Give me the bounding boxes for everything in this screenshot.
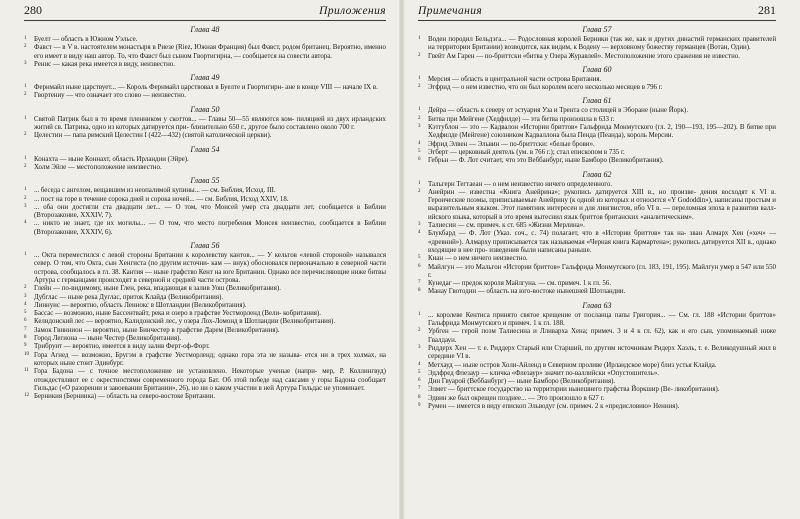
footnote-line: Глейн — по-видимому, ныне Глен, река, впадающая в залив Уош (Великобритания). [34,285,281,293]
footnote-line: зван Алмарх Хен («хеч» — «древний»). Алмарху приписывается так называемая [428,230,776,246]
footnote-text [34,84,386,92]
footnote-text [428,53,776,61]
footnote-line: мер, Р. Коллингвуд) отождествляют ее с окрестностями современного города Бат. [34,368,386,384]
footnote-number: 4 [24,301,27,307]
footnote [418,362,776,370]
footnote-line: Бассас — возможно, ныне Бассентвайт, река и озеро в графстве Уестморленд (Вели- [34,310,282,318]
footnote [418,157,776,165]
footnote [24,368,386,393]
footnote-number: 1 [418,311,421,317]
footnote-number: 1 [418,180,421,186]
page-header [24,3,386,21]
footnote-number: 2 [24,285,27,291]
footnote-line: Блукбард — Ф. Лот (Указ. соч., с. 74) полагает, что в «Истории бриттов» так на- [428,230,687,238]
footnote-line: «аналитическим». [640,213,694,221]
footnote-text [34,335,386,343]
footnote-text [34,36,386,44]
footnote-number: 1 [24,155,27,161]
footnote [418,386,776,394]
footnote-line: 18. [279,195,289,203]
footnote-line: Воден породил Бельдэга... — Родословная королей Берники (так же, как и других [428,36,675,43]
footnote [418,116,776,124]
footnote-number: 1 [418,36,421,41]
footnote-line: Румен — имеется в виду епископ Эльводуг (см. примеч. 2 к «предисловию» [428,402,652,410]
footnote-line: кам — внук) обосновался первоначально в северной части острова, сообщалось [34,260,386,276]
notes-body [24,25,386,401]
footnote-text [34,220,386,237]
footnote-line: Анейрин — известна «Книга Анейрина»; рукопись датируется XIII в., но произве- [428,188,696,196]
running-title: Приложения [319,5,386,17]
footnote-number: 3 [418,344,421,350]
footnote-line: Йорк). [668,107,688,115]
chapter-heading: Глава 63 [582,300,612,310]
footnote-line: Кунедаг — предок короля Майлгуна. — см. примеч. 1 к гл. 56. [428,280,612,288]
footnote-line: Эгфрид — о нем известно, что он был королем всего несколько месяцев в 796 г. [428,84,663,92]
notes-body [418,25,776,411]
footnote-line: Тальгерн Тегтаеан — о нем неизвестно ничего определенного. [428,180,613,188]
footnote-text [34,61,386,69]
footnote-number: 6 [24,318,27,324]
footnote-line: ниже битвы Артура с германцами происходят в северной и средней части острова. [34,268,387,284]
footnote-text [428,362,776,370]
footnote-text [428,386,776,394]
footnote-number: 1 [418,107,421,113]
footnote-text [428,36,776,53]
footnote-number: 8 [24,335,27,341]
footnote-number: 7 [418,386,421,392]
page-header [418,3,776,21]
footnote [418,124,776,141]
footnote-number: 2 [24,195,27,201]
footnote-number: 6 [418,157,421,163]
footnote-text [34,343,386,351]
footnote-text [34,116,386,133]
footnote [24,116,386,133]
footnote-line: Трибруит — вероятно, имеется в виду залив Ферт-оф-Форт. [34,343,210,351]
footnote-line: Киан — о нем ничего неизвестно. [428,255,528,263]
page-number: 281 [758,3,776,17]
footnote-line: Дубглас — ныне река Дуглас, приток Клайда (Великобритания). [34,293,224,301]
footnote-line: Талиесин — см. примеч. к ст. 685 «Жизни Мерлина». [428,222,585,230]
footnote-line: устья Клайда. [675,361,717,369]
footnote-line: к Водену — верховному божеству германцев (Вотан, Один). [573,44,751,52]
footnote [24,132,386,140]
footnote [418,255,776,263]
footnote-text [428,230,776,255]
footnote-number: 4 [418,140,421,146]
footnote-line: Холм Эйле — местоположение неизвестно. [34,163,162,171]
footnote-line: Линнуис — вероятно, область Леннокс в Шотландии (Великобритания). [34,301,247,309]
footnote-line: ийского языка, который в это время вытеснил язык бриттов британских [428,213,639,221]
footnote [24,252,386,285]
footnote [24,164,386,172]
footnote-line: Гвейт Ам Гарен — по-бриттски «битва у Озера Журавлей». Местоположение этого [428,52,673,60]
footnote-text [34,204,386,221]
footnote-text [428,149,776,157]
footnote-text [428,189,776,222]
footnote [418,395,776,403]
footnote [418,107,776,115]
footnote-line: ... Окта переместился с левой стороны Британии к королевству кантов... — У кельтов [34,252,297,260]
footnote-number: 1 [24,115,27,121]
footnote-number: 9 [418,402,421,408]
footnote-number: 1 [24,36,27,41]
footnote [24,44,386,61]
chapter-heading: Глава 57 [582,25,612,34]
footnote-number: 2 [418,188,421,194]
footnote-line: Ненния). [653,402,680,410]
footnote-number: 4 [24,220,27,226]
footnote-line: изведения были написаны раньше. [489,246,592,254]
footnote-text [34,285,386,293]
footnote-number: 3 [418,124,421,130]
right-page [404,0,800,519]
footnote-line: Пенда (Пеанда), король Мерсии. [577,132,674,140]
footnote-text [34,393,386,401]
chapter-heading: Глава 50 [190,104,220,114]
chapter-heading: Глава 60 [582,64,612,74]
footnote [24,92,386,100]
footnote-line: ... пост на горе в течение сорока дней и сорока ночей... — см. Библия, Исход XXIV, [34,195,279,203]
footnote [418,230,776,255]
footnote [24,393,386,401]
footnote-line: Эдлфред Флезаур — кличка «Флезаур» значит по-валлийски «Опустошитель». [428,369,659,377]
footnote-number: 2 [418,328,421,334]
footnote-line: ... королеве Кентиса принято святое крещение от посланца папы Григория... — См. [428,311,690,319]
footnote-text [428,124,776,141]
footnote-line: Город Легиона — ныне Честер (Великобритания). [34,335,182,343]
footnote-line: Майлгун — это Мальгон «Истории бриттов» Гальфрида Монмутского (гл. 183, 191, [428,263,675,271]
footnote [24,285,386,293]
footnote [24,196,386,204]
footnote [24,294,386,302]
footnote-text [428,255,776,263]
footnote [24,343,386,351]
footnote-line: 190—193, 195—202). В битве при Хедфилде (Мейгене) союзником Кадваллона была [428,124,776,140]
footnote [418,189,776,222]
footnote-line: Келидонский лес — вероятно, Калидонский лес, у озера Лох-Ломонд в Шотландии [34,318,279,326]
footnote [418,328,776,345]
footnote-number: 5 [418,255,421,261]
footnote-line: Целестин — папа римский Целестин I (422—432) (святой католической церкви). [34,132,272,140]
footnote [418,403,776,411]
footnote-line: Метхауд — ныне остров Холи-Айленд в Северном проливе (Ирландское море) близ [428,361,675,369]
footnote-text [34,302,386,310]
chapter-heading: Глава 48 [190,25,220,34]
footnote-line: близительно 650 г., другое было составлено около 700 г. [190,124,355,132]
footnote-number: 7 [418,280,421,286]
footnote [24,318,386,326]
chapter-heading: Глава 49 [190,73,220,83]
footnote-line: Эгберт — церковный деятель (ум. в 766 г.); стал епископом в 735 г. [428,148,625,156]
footnote-number: 2 [418,84,421,90]
footnote-text [428,116,776,124]
footnote-text [428,280,776,288]
footnote [24,84,386,92]
footnote-line: сообщается в Библии (Второзаконие, XXXIV, 7). [34,203,386,220]
footnote-line: Фавст — в V в. настоятелем монастыря в Риезе (Riez, Южная Франция) был Фавст, [34,44,281,52]
footnote-number: 8 [418,288,421,294]
footnote-number: 3 [24,293,27,299]
footnote-line: Битва при Мейгене (Хедфилде) — эта битва произошла в 633 г. [428,115,615,123]
footnote [24,327,386,335]
footnote-line: ется ни в трех холмах, на которых ныне стоит Эдинбург. [34,351,386,367]
footnote-line: Эдвин же был окрещен позднее... — Это произошло в 627 г. [428,394,605,402]
footnote-line: пиляцией из двух ирландских житий св. Патрика, одно из которых датируется при- [34,115,386,132]
footnote-number: 2 [418,115,421,121]
footnote-text [428,288,776,296]
footnote-text [428,328,776,345]
footnote-line: Ридерх Хаэль, т. е. Великодушный жил в середине VI в. [428,344,776,361]
footnote [24,204,386,221]
footnote-line: сыном Гвортигирна, — сообщается на совести автора. [172,52,333,60]
footnote-number: 2 [24,92,27,98]
footnote [24,187,386,195]
footnote-text [428,157,776,165]
footnote [418,84,776,92]
footnote-text [34,318,386,326]
footnote-line: Риддерх Хен — т. е. Риддерх Старый или Старший, по другим источникам [428,344,652,352]
footnote-line: Конахта — ныне Коннахт, область Ирландии (Эйре). [34,155,189,163]
footnote-line: Урбген — герой поэм Талиесина и Лливарха Хена; примеч. 3 и 4 к гл. 62), как и [428,328,686,336]
footnote-line: гл. 188 «Истории бриттов» Гальфрида Монмутского и примеч. 1 к гл. 188. [428,311,776,328]
footnote-line: Гора Бадона — с точное местоположение не установлено. Некоторые ученые (напри- [34,368,318,376]
footnote-line: его сын, упоминаемый ниже Гвалдаун. [428,328,776,344]
footnote-line: ане в конце VIII — начале IX в. [285,84,378,92]
footnote-text [34,164,386,172]
footnote-line: Берникия (Берниика) — область на северо-востоке Британии. [34,393,216,401]
chapter-heading: Глава 62 [582,169,612,179]
footnote-text [34,352,386,369]
footnote-line: кобритания). [283,310,321,318]
footnote-line: Ренис — какая река имеется в виду, неизвестно. [34,60,175,68]
footnote-line: ликобритания). [674,386,720,394]
page-number: 280 [24,3,42,17]
footnote-text [34,156,386,164]
footnote-number: 2 [418,52,421,58]
footnote-number: 9 [24,343,27,349]
footnote-line: (Великобритания). [280,318,336,326]
footnote-text [428,312,776,329]
footnote-line: в гл. 38. Кантия — ныне графство Кент на юге Британии. Однако все перечисляющие [97,268,350,276]
footnote-line: Британии», 26), но ни о каком участии в ней Артура Гильдас не упоминает. [143,384,365,392]
footnote-text [34,294,386,302]
footnote-text [34,252,386,285]
footnote-number: 12 [24,393,29,399]
footnote [24,36,386,44]
footnote [418,222,776,230]
footnote [24,302,386,310]
footnote-number: 2 [24,44,27,50]
footnote-text [428,403,776,411]
footnote [418,370,776,378]
footnote-line: Кэтгублон — это — Кадвалон «Истории бриттов» Гальфрида Монмутского (гл. 2, [428,124,673,132]
chapter-heading: Глава 61 [582,96,612,106]
footnote-number: 1 [24,187,27,193]
footnote [418,36,776,53]
footnote-text [428,141,776,149]
footnote-line: Об этой победе над саксами у горы Бадона сообщает Гильдас («О разорении и завоевании [34,376,387,392]
footnote-text [34,44,386,61]
footnote-text [34,196,386,204]
footnote-text [34,92,386,100]
footnote-number: 7 [24,326,27,332]
footnote [418,264,776,281]
chapter-heading: Глава 55 [190,176,220,186]
footnote-line: Буелт — область в Южном Уэльсе. [34,36,138,43]
footnote-line: Манау Гвотодин — область на юго-востоке нынешней Шотландии. [428,288,626,296]
footnote-text [34,310,386,318]
footnote [24,156,386,164]
footnote-text [34,327,386,335]
footnote-line: Эфрид Элвен — Эльвин — по-бриттски: «белые брови». [428,140,595,148]
footnote [418,149,776,157]
footnote [418,312,776,329]
footnote-line: «Черная книга Кармартена»; рукопись датируется XII в., однако входящие в нее про- [428,238,776,254]
footnote-line: Мерсия — область в центральной части острова Британия. [428,75,602,83]
footnote-text [428,345,776,362]
footnote [418,288,776,296]
footnote-number: 3 [24,60,27,66]
footnote-line: Элмет — бриттское государство на территории нынешнего графства Йоркшир (Ве- [428,386,673,394]
footnote [418,141,776,149]
footnote-line: Дейра — область к северу от эстуария Уза и Трента со столицей в Эборане (ныне [428,107,667,115]
footnote-line: 195). Майлгун умер в 547 или 550 г. [428,263,776,279]
footnote-line: Святой Патрик был в то время пленником у скоттов... — Главы 50—55 являются ком- [34,115,295,123]
footnote-text [428,264,776,281]
footnote-number: 1 [24,84,27,90]
footnote-number: 4 [418,361,421,367]
footnote [24,61,386,69]
footnote-line: Гвортениу — что означает это слово — неизвестно. [34,92,186,100]
footnote-number: 3 [24,203,27,209]
footnote-line: династий германских правителей на территории Британии) возводится, как видим, [428,36,777,52]
footnote-line: ... никто не знает, где их могилы... — О том, что место погребения Моисея неизвестно, [34,220,316,228]
footnote-line: памятник интересен и для лингвистов, ибо VI в. — переломная эпоха в развитии валл- [517,205,776,213]
footnote-number: 5 [418,148,421,154]
footnote-number: 4 [418,230,421,236]
footnote-line: Гебрьн — Ф. Лот считает, что это Веббанбург, ныне Бамборо (Великобритания). [428,157,664,165]
footnote-text [428,76,776,84]
footnote [418,345,776,362]
footnote-number: 1 [24,252,27,258]
footnote-text [34,368,386,393]
running-title: Примечания [418,5,483,17]
footnote-number: 6 [418,263,421,269]
footnote [24,335,386,343]
footnote [24,352,386,369]
footnote-number: 10 [24,351,29,357]
footnote-text [428,84,776,92]
footnote [418,53,776,61]
footnote-number: 5 [24,310,27,316]
footnote [418,280,776,288]
footnote-number: 8 [418,394,421,400]
footnote-text [34,187,386,195]
footnote-text [428,370,776,378]
footnote-number: 5 [418,369,421,375]
footnote-text [428,107,776,115]
chapter-heading: Глава 56 [190,241,220,251]
footnote-number: 2 [24,132,27,138]
footnote-line: сообщается в Библии (Второзаконие, XXXIV, 6). [34,220,386,236]
footnote-number: 2 [24,163,27,169]
footnote-text [34,132,386,140]
footnote-number: 11 [24,368,29,374]
footnote-line: Дин Гвуарой (Веббанбург) — ныне Бамборо (Великобритания). [428,378,616,386]
footnote-line: которых и относится «Y Gododdin»), написаны простым и выразительным языком. Этот [428,197,776,213]
footnote-line: Фернмайл ныне царствует... — Король Фернмайл царствовал в Буелте и Гвортигирн- [34,84,284,92]
footnote [24,310,386,318]
footnote-line: родом британец. Вероятно, именно его имеет в виду наш автор. То, что Фавст был [34,44,386,60]
footnote-number: 6 [418,378,421,384]
footnote-number: 3 [418,222,421,228]
footnote-line: Замок Гвиннион — вероятно, ныне Бинчестер в графстве Дарем (Великобритания). [34,326,280,334]
footnote-line: сражения не известно. [674,52,740,60]
footnote [418,76,776,84]
footnote-line: дения восходят к VI в. Героические поэмы, приписываемые Анейрину (к одной из [428,188,776,205]
footnote-line: ... оба они достигли ста двадцати лет... — О том, что Моисей умер ста двадцати лет, [34,203,315,211]
footnote-text [428,395,776,403]
footnote-text [428,222,776,230]
footnote-line: ... беседа с ангелом, вещавшим из неопалимой купины... — см. Библия, Исход. III. [34,187,276,195]
footnote-line: «левой стороной» назывался север. О том, что Окта, сын Хенгиста (по другим источни- [34,252,386,268]
footnote-number: 1 [418,75,421,81]
footnote-text [428,181,776,189]
footnote [24,220,386,237]
footnote-line: Гора Агнед — возможно, Бругэм в графстве Уестморленд; однако гора эта не называ- [34,351,302,359]
footnote [418,181,776,189]
chapter-heading: Глава 54 [190,144,220,154]
